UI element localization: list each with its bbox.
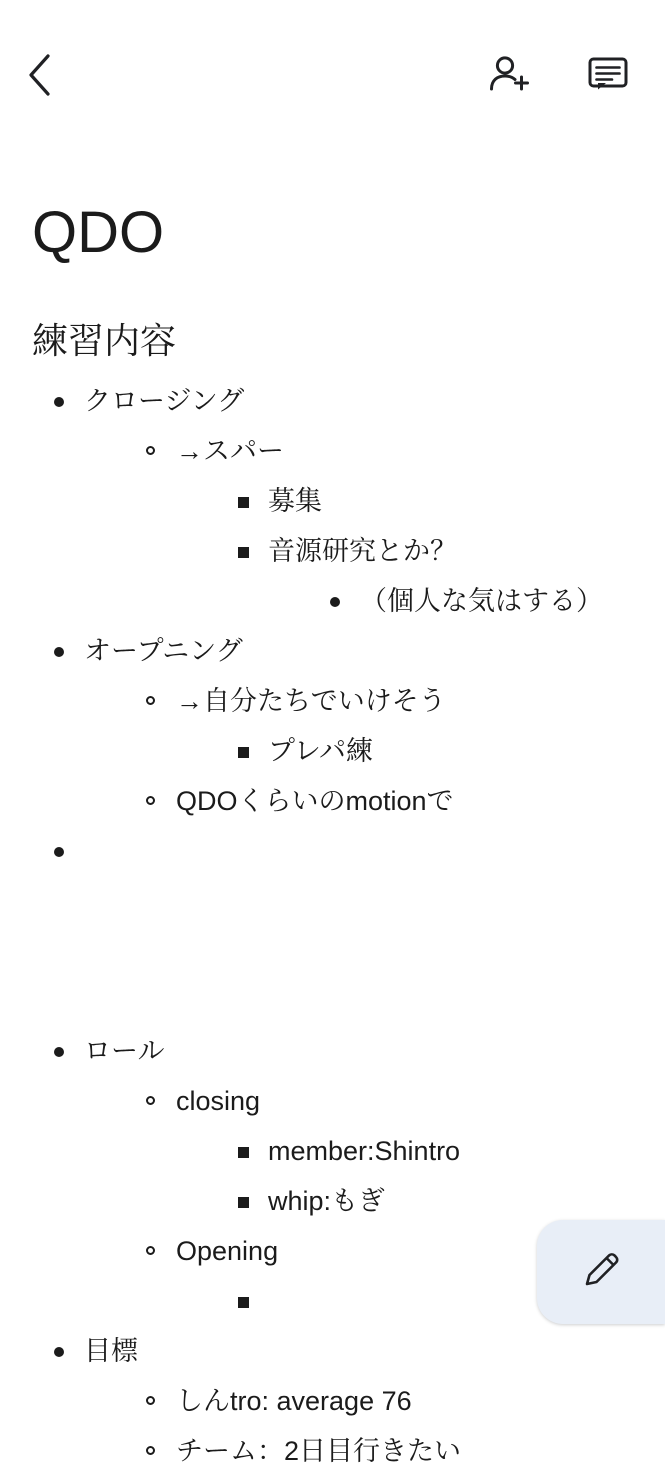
outline-item-text: member:Shintro	[268, 1135, 461, 1166]
outline-level-2	[84, 1376, 637, 1476]
outline-item-text: しんtro: average 76	[176, 1385, 412, 1416]
outline-item-text: ロール	[84, 1035, 165, 1066]
chevron-left-icon	[26, 52, 56, 98]
outline-item-text: チーム：2日目行きたい	[176, 1435, 462, 1466]
outline-item[interactable]	[176, 1376, 637, 1426]
edit-fab-button[interactable]	[537, 1220, 665, 1324]
outline-item[interactable]	[360, 576, 637, 626]
outline-item-text: 目標	[84, 1335, 138, 1366]
outline-gap	[84, 876, 637, 1026]
outline-level-3	[176, 726, 637, 776]
outline-level-4	[268, 576, 637, 626]
outline-level-3	[176, 1126, 637, 1226]
page-title: QDO	[32, 200, 165, 265]
top-bar-actions	[483, 48, 643, 102]
outline-item[interactable]	[84, 826, 637, 876]
outline-item[interactable]	[176, 1076, 637, 1226]
outline-item-text: （個人な気はする）	[360, 585, 603, 616]
outline-item[interactable]	[84, 1326, 637, 1476]
outline-level-2	[84, 676, 637, 826]
outline-level-3	[176, 476, 637, 626]
outline-item-text: 音源研究とか？	[268, 535, 457, 566]
add-person-icon	[488, 54, 532, 96]
top-bar-left-group	[14, 48, 68, 102]
outline-item-text: whip:もぎ	[268, 1185, 386, 1216]
comment-icon	[587, 55, 629, 95]
outline-item-text: closing	[176, 1085, 261, 1116]
outline-item-text: オープニング	[84, 635, 243, 666]
outline-item[interactable]	[176, 776, 637, 826]
outline-item[interactable]	[268, 1176, 637, 1226]
comments-button[interactable]	[581, 48, 635, 102]
outline-item-text: 募集	[268, 485, 322, 516]
outline-item[interactable]	[84, 626, 637, 826]
outline-item-text: →自分たちでいけそう	[176, 685, 446, 716]
outline-item-text: クロージング	[84, 385, 245, 416]
outline-level-2	[84, 426, 637, 626]
pencil-edit-icon	[578, 1247, 624, 1298]
outline-item[interactable]	[176, 676, 637, 776]
outline-item[interactable]	[268, 1126, 637, 1176]
app-top-bar	[0, 0, 665, 150]
back-button[interactable]	[14, 48, 68, 102]
section-heading: 練習内容	[32, 319, 177, 361]
outline-item-text: QDOくらいのmotionで	[176, 785, 454, 816]
outline-item[interactable]	[268, 526, 637, 626]
outline-item[interactable]	[176, 426, 637, 626]
share-button[interactable]	[483, 48, 537, 102]
outline-item[interactable]	[268, 476, 637, 526]
outline-item-text: →スパー	[176, 435, 284, 466]
outline-item[interactable]	[84, 376, 637, 626]
outline-item[interactable]	[176, 1426, 637, 1476]
outline-item[interactable]	[268, 726, 637, 776]
outline-item-text: Opening	[176, 1235, 279, 1266]
outline-item-text: プレパ練	[268, 735, 374, 766]
